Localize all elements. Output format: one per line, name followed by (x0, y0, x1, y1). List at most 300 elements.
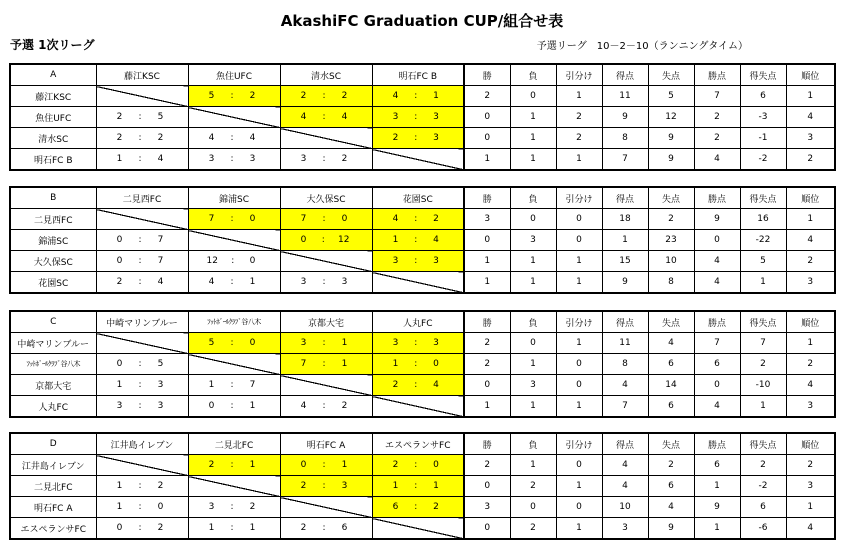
score-against: 2 (249, 91, 256, 101)
score-separator: : (414, 133, 418, 143)
stat-header: 勝 (464, 64, 510, 86)
score-for: 4 (208, 277, 215, 287)
row-team-name: 明石FC B (10, 149, 96, 171)
stat-header: 引分け (556, 187, 602, 209)
score-for: 4 (300, 112, 307, 122)
stat-value: 2 (786, 149, 835, 171)
stat-header: 引分け (556, 311, 602, 333)
match-score-cell (96, 354, 188, 375)
stat-value: 1 (510, 251, 556, 272)
row-team-name: 清水SC (10, 128, 96, 149)
stat-value: -3 (740, 107, 786, 128)
score-against: 6 (341, 523, 348, 533)
match-score-cell (372, 333, 464, 354)
self-match-cell (280, 128, 372, 149)
score-against: 2 (157, 481, 164, 491)
score-against: 3 (433, 256, 439, 266)
stat-header: 負 (510, 433, 556, 455)
team-row (10, 396, 835, 418)
score-separator: : (231, 256, 235, 266)
team-row (10, 518, 835, 540)
stat-value: 1 (740, 272, 786, 294)
score-separator: : (414, 256, 418, 266)
stat-value: 0 (556, 455, 602, 476)
score-separator: : (138, 235, 142, 245)
match-score-cell (372, 476, 464, 497)
stat-value: 2 (786, 251, 835, 272)
stat-value: 9 (602, 272, 648, 294)
group-table-b (9, 186, 836, 294)
match-score-cell (96, 149, 188, 171)
score-against: 5 (157, 359, 164, 369)
score-against: 1 (433, 91, 439, 101)
match-score-cell (188, 375, 280, 396)
stat-value: 1 (556, 149, 602, 171)
score-separator: : (414, 91, 418, 101)
score-separator: : (138, 256, 142, 266)
score-separator: : (230, 214, 234, 224)
column-team-name: エスペランサFC (372, 433, 464, 455)
score-for: 2 (392, 380, 399, 390)
match-score-cell (188, 518, 280, 540)
score-separator: : (230, 91, 234, 101)
score-for: 0 (208, 401, 215, 411)
stat-value: 5 (648, 86, 694, 107)
self-match-cell (96, 86, 188, 107)
match-score-cell (188, 251, 280, 272)
stat-value: 1 (464, 396, 510, 418)
stat-value: 0 (556, 230, 602, 251)
score-against: 7 (249, 380, 256, 390)
score-for: 6 (392, 502, 399, 512)
stat-value: 11 (602, 333, 648, 354)
stat-value: 1 (556, 86, 602, 107)
score-for: 1 (392, 235, 399, 245)
stat-value: 6 (740, 86, 786, 107)
stat-value: 6 (694, 455, 740, 476)
match-score-cell (280, 230, 372, 251)
score-for: 3 (300, 277, 307, 287)
stat-value: 0 (556, 209, 602, 230)
match-score-cell (96, 396, 188, 418)
stat-value: 3 (464, 209, 510, 230)
column-team-name: 藤江KSC (96, 64, 188, 86)
score-for: 1 (208, 523, 215, 533)
page-title: AkashiFC Graduation CUP/組合せ表 (280, 12, 564, 30)
stat-value: 0 (464, 518, 510, 540)
score-against: 0 (157, 502, 164, 512)
stat-header: 順位 (786, 311, 835, 333)
column-team-name: 明石FC B (372, 64, 464, 86)
row-team-name: 中崎マリンブルー (10, 333, 96, 354)
self-match-cell (188, 476, 280, 497)
stat-value: 4 (694, 396, 740, 418)
stat-value: 1 (556, 518, 602, 540)
stat-header: 失点 (648, 64, 694, 86)
score-against: 3 (341, 481, 348, 491)
match-score-cell (188, 455, 280, 476)
stat-header: 得失点 (740, 311, 786, 333)
stat-value: 7 (694, 333, 740, 354)
stat-value: 4 (648, 497, 694, 518)
score-against: 3 (157, 401, 164, 411)
stat-value: 7 (694, 86, 740, 107)
stat-value: 3 (510, 230, 556, 251)
team-row (10, 251, 835, 272)
stat-value: 1 (510, 107, 556, 128)
stat-value: 4 (602, 476, 648, 497)
score-for: 5 (208, 91, 215, 101)
score-separator: : (322, 91, 326, 101)
row-team-name: 京都大宅 (10, 375, 96, 396)
match-score-cell (372, 354, 464, 375)
row-team-name: エスペランサFC (10, 518, 96, 540)
score-for: 4 (392, 91, 399, 101)
stat-value: 1 (740, 396, 786, 418)
stat-value: 1 (510, 149, 556, 171)
stat-value: 2 (556, 128, 602, 149)
match-score-cell (96, 518, 188, 540)
score-against: 4 (157, 277, 164, 287)
stat-value: 4 (694, 251, 740, 272)
score-separator: : (321, 235, 325, 245)
score-for: 2 (300, 523, 307, 533)
score-for: 4 (392, 214, 399, 224)
score-separator: : (414, 359, 418, 369)
match-score-cell (372, 86, 464, 107)
score-separator: : (230, 460, 234, 470)
team-row (10, 149, 835, 171)
stat-value: 2 (510, 518, 556, 540)
match-score-cell (280, 333, 372, 354)
score-against: 0 (249, 256, 256, 266)
score-against: 2 (433, 502, 439, 512)
score-for: 0 (116, 359, 123, 369)
score-against: 4 (249, 133, 256, 143)
score-for: 0 (116, 235, 123, 245)
match-score-cell (372, 107, 464, 128)
score-for: 2 (116, 133, 123, 143)
stat-value: 4 (602, 455, 648, 476)
stat-value: 7 (602, 149, 648, 171)
stat-value: 2 (464, 455, 510, 476)
stat-value: 0 (556, 354, 602, 375)
self-match-cell (280, 375, 372, 396)
score-against: 2 (157, 133, 164, 143)
score-separator: : (230, 277, 234, 287)
stat-value: 4 (786, 375, 835, 396)
score-for: 2 (300, 91, 307, 101)
group-table-d (9, 432, 836, 540)
stat-value: 10 (648, 251, 694, 272)
stat-value: 23 (648, 230, 694, 251)
stat-value: 1 (510, 396, 556, 418)
stat-value: 1 (786, 333, 835, 354)
stat-value: 6 (648, 476, 694, 497)
group-table-a (9, 63, 836, 171)
score-separator: : (138, 277, 142, 287)
stat-value: 8 (602, 354, 648, 375)
stat-header: 負 (510, 187, 556, 209)
team-row (10, 107, 835, 128)
self-match-cell (280, 251, 372, 272)
self-match-cell (188, 230, 280, 251)
row-team-name: 明石FC A (10, 497, 96, 518)
match-score-cell (280, 149, 372, 171)
score-against: 1 (341, 359, 348, 369)
score-separator: : (322, 112, 326, 122)
score-against: 2 (341, 91, 348, 101)
self-match-cell (96, 333, 188, 354)
score-separator: : (322, 154, 326, 164)
stat-value: -6 (740, 518, 786, 540)
score-for: 1 (116, 154, 123, 164)
stat-value: 0 (464, 375, 510, 396)
score-for: 2 (116, 112, 123, 122)
stat-value: -2 (740, 476, 786, 497)
stat-value: 7 (740, 333, 786, 354)
score-for: 7 (300, 214, 307, 224)
stat-value: 7 (602, 396, 648, 418)
match-score-cell (372, 251, 464, 272)
stat-header: 負 (510, 64, 556, 86)
stat-value: 4 (786, 230, 835, 251)
stat-value: 2 (464, 333, 510, 354)
column-team-name: 大久保SC (280, 187, 372, 209)
stat-header: 得点 (602, 433, 648, 455)
stat-value: 0 (694, 375, 740, 396)
self-match-cell (96, 209, 188, 230)
match-score-cell (96, 476, 188, 497)
self-match-cell (372, 149, 464, 171)
score-against: 4 (341, 112, 348, 122)
score-against: 1 (249, 277, 256, 287)
score-separator: : (322, 481, 326, 491)
score-for: 4 (300, 401, 307, 411)
stat-value: 1 (556, 396, 602, 418)
match-score-cell (96, 128, 188, 149)
score-against: 3 (433, 133, 439, 143)
stat-value: 0 (464, 107, 510, 128)
score-separator: : (138, 481, 142, 491)
score-against: 1 (249, 401, 256, 411)
score-for: 1 (116, 481, 123, 491)
stat-value: 15 (602, 251, 648, 272)
stat-value: 1 (556, 272, 602, 294)
group-name: C (10, 311, 96, 333)
score-against: 0 (341, 214, 348, 224)
row-team-name: 藤江KSC (10, 86, 96, 107)
stat-value: 2 (648, 455, 694, 476)
match-score-cell (280, 272, 372, 294)
team-row (10, 497, 835, 518)
stat-value: 3 (786, 272, 835, 294)
stat-value: 5 (740, 251, 786, 272)
score-separator: : (138, 523, 142, 533)
score-separator: : (414, 214, 418, 224)
stat-value: 1 (786, 86, 835, 107)
team-row (10, 354, 835, 375)
stat-value: 1 (556, 476, 602, 497)
stat-value: 1 (602, 230, 648, 251)
stat-value: 6 (648, 396, 694, 418)
score-against: 1 (249, 460, 256, 470)
stat-header: 順位 (786, 433, 835, 455)
stat-value: 10 (602, 497, 648, 518)
score-for: 3 (208, 502, 215, 512)
score-for: 12 (206, 256, 218, 266)
score-separator: : (322, 338, 326, 348)
stat-value: 2 (556, 107, 602, 128)
stat-header: 勝点 (694, 433, 740, 455)
score-for: 3 (392, 338, 399, 348)
self-match-cell (372, 396, 464, 418)
column-team-name: 二見西FC (96, 187, 188, 209)
stat-value: 2 (786, 455, 835, 476)
match-score-cell (280, 396, 372, 418)
group-table-c (9, 310, 836, 418)
stat-header: 順位 (786, 187, 835, 209)
row-team-name: 花園SC (10, 272, 96, 294)
stat-header: 失点 (648, 433, 694, 455)
stat-value: 6 (694, 354, 740, 375)
stat-header: 失点 (648, 187, 694, 209)
stat-value: 0 (510, 497, 556, 518)
score-against: 5 (157, 112, 164, 122)
stat-value: 4 (648, 333, 694, 354)
match-score-cell (280, 518, 372, 540)
score-for: 1 (392, 359, 399, 369)
score-for: 0 (300, 460, 307, 470)
stat-value: 1 (556, 333, 602, 354)
match-score-cell (188, 272, 280, 294)
stat-value: 11 (602, 86, 648, 107)
stat-value: 1 (694, 518, 740, 540)
team-row (10, 375, 835, 396)
score-against: 2 (341, 401, 348, 411)
score-separator: : (322, 523, 326, 533)
match-score-cell (188, 333, 280, 354)
score-for: 1 (208, 380, 215, 390)
score-separator: : (322, 401, 326, 411)
stat-value: 9 (648, 128, 694, 149)
stat-value: 1 (464, 251, 510, 272)
column-team-name: ﾌｯﾄﾎﾞｰﾙｸﾗﾌﾞ谷八木 (188, 311, 280, 333)
group-name: D (10, 433, 96, 455)
match-score-cell (188, 128, 280, 149)
score-for: 0 (116, 256, 123, 266)
stat-header: 得失点 (740, 64, 786, 86)
score-against: 3 (433, 338, 439, 348)
score-for: 4 (208, 133, 215, 143)
self-match-cell (96, 455, 188, 476)
match-score-cell (96, 497, 188, 518)
row-team-name: 江井島イレブン (10, 455, 96, 476)
row-team-name: ﾌｯﾄﾎﾞｰﾙｸﾗﾌﾞ谷八木 (10, 354, 96, 375)
score-separator: : (414, 235, 418, 245)
group-name: B (10, 187, 96, 209)
score-for: 3 (300, 338, 307, 348)
match-score-cell (372, 375, 464, 396)
self-match-cell (280, 497, 372, 518)
stat-header: 得失点 (740, 433, 786, 455)
score-against: 1 (433, 481, 439, 491)
team-row (10, 272, 835, 294)
score-against: 3 (157, 380, 164, 390)
stat-value: 4 (786, 518, 835, 540)
stat-value: -22 (740, 230, 786, 251)
score-separator: : (230, 154, 234, 164)
stat-header: 勝 (464, 311, 510, 333)
column-team-name: 錦浦SC (188, 187, 280, 209)
score-separator: : (414, 481, 418, 491)
column-team-name: 人丸FC (372, 311, 464, 333)
score-separator: : (322, 460, 326, 470)
stat-value: 2 (464, 86, 510, 107)
stat-value: 0 (464, 476, 510, 497)
score-separator: : (322, 214, 326, 224)
match-score-cell (372, 497, 464, 518)
score-separator: : (414, 338, 418, 348)
stat-value: 3 (786, 476, 835, 497)
score-for: 3 (208, 154, 215, 164)
stat-value: 3 (786, 128, 835, 149)
stat-header: 得点 (602, 64, 648, 86)
row-team-name: 錦浦SC (10, 230, 96, 251)
row-team-name: 魚住UFC (10, 107, 96, 128)
score-against: 12 (338, 235, 350, 245)
score-for: 7 (208, 214, 215, 224)
score-against: 0 (249, 214, 256, 224)
column-team-name: 花園SC (372, 187, 464, 209)
score-against: 1 (341, 338, 348, 348)
stat-value: 6 (648, 354, 694, 375)
stat-value: 4 (694, 272, 740, 294)
score-separator: : (230, 133, 234, 143)
stat-header: 得点 (602, 187, 648, 209)
score-against: 7 (157, 256, 164, 266)
team-row (10, 230, 835, 251)
stat-value: 3 (510, 375, 556, 396)
score-separator: : (230, 401, 234, 411)
score-separator: : (414, 460, 418, 470)
score-for: 2 (392, 133, 399, 143)
score-for: 0 (300, 235, 307, 245)
stat-value: 0 (464, 230, 510, 251)
team-row (10, 86, 835, 107)
stat-header: 勝点 (694, 64, 740, 86)
stat-value: 16 (740, 209, 786, 230)
self-match-cell (372, 272, 464, 294)
stat-header: 勝 (464, 433, 510, 455)
score-for: 2 (300, 481, 307, 491)
stat-value: 6 (740, 497, 786, 518)
stat-value: 1 (464, 272, 510, 294)
score-for: 7 (300, 359, 307, 369)
score-for: 3 (392, 112, 399, 122)
match-score-cell (188, 396, 280, 418)
score-against: 4 (157, 154, 164, 164)
stat-value: 2 (464, 354, 510, 375)
team-row (10, 209, 835, 230)
stat-value: -1 (740, 128, 786, 149)
score-for: 3 (300, 154, 307, 164)
self-match-cell (188, 107, 280, 128)
self-match-cell (188, 354, 280, 375)
score-for: 3 (392, 256, 399, 266)
score-separator: : (414, 380, 418, 390)
score-for: 3 (116, 401, 123, 411)
